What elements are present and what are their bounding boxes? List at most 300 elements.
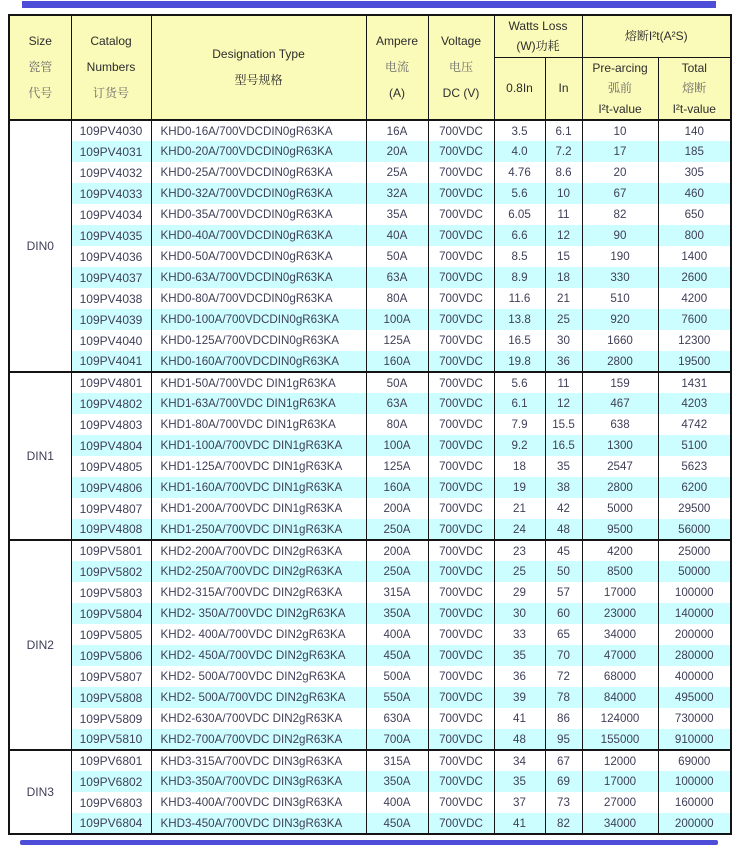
watts-08in-cell: 39 <box>494 687 545 708</box>
catalog-cell: 109PV4808 <box>71 519 151 540</box>
ampere-cell: 160A <box>366 351 428 372</box>
watts-08in-cell: 30 <box>494 603 545 624</box>
watts-in-cell: 7.2 <box>545 141 582 162</box>
watts-08in-cell: 6.05 <box>494 204 545 225</box>
designation-cell: KHD1-125A/700VDC DIN1gR63KA <box>151 456 366 477</box>
watts-in-cell: 11 <box>545 204 582 225</box>
designation-cell: KHD1-200A/700VDC DIN1gR63KA <box>151 498 366 519</box>
table-row <box>9 498 731 519</box>
prearcing-i2t-cell: 27000 <box>582 792 658 813</box>
catalog-cell: 109PV4807 <box>71 498 151 519</box>
catalog-cell: 109PV4041 <box>71 351 151 372</box>
watts-08in-cell: 24 <box>494 519 545 540</box>
prearcing-i2t-cell: 1300 <box>582 435 658 456</box>
watts-in-cell: 8.6 <box>545 162 582 183</box>
watts-08in-cell: 4.0 <box>494 141 545 162</box>
table-row <box>9 435 731 456</box>
voltage-cell: 700VDC <box>428 414 494 435</box>
watts-08in-cell: 19.8 <box>494 351 545 372</box>
table-row <box>9 645 731 666</box>
ampere-cell: 125A <box>366 330 428 351</box>
watts-in-cell: 78 <box>545 687 582 708</box>
watts-08in-cell: 41 <box>494 708 545 729</box>
watts-in-cell: 11 <box>545 372 582 393</box>
designation-cell: KHD0-32A/700VDCDIN0gR63KA <box>151 183 366 204</box>
prearcing-i2t-cell: 9500 <box>582 519 658 540</box>
table-row <box>9 624 731 645</box>
total-i2t-cell: 140000 <box>658 603 731 624</box>
voltage-cell: 700VDC <box>428 267 494 288</box>
voltage-cell: 700VDC <box>428 666 494 687</box>
voltage-cell: 700VDC <box>428 246 494 267</box>
ampere-cell: 63A <box>366 267 428 288</box>
total-i2t-cell: 4742 <box>658 414 731 435</box>
designation-cell: KHD3-350A/700VDC DIN3gR63KA <box>151 771 366 792</box>
total-i2t-cell: 200000 <box>658 813 731 834</box>
prearcing-i2t-cell: 17000 <box>582 582 658 603</box>
voltage-cell: 700VDC <box>428 435 494 456</box>
watts-in-cell: 12 <box>545 393 582 414</box>
prearcing-i2t-cell: 124000 <box>582 708 658 729</box>
prearcing-i2t-cell: 67 <box>582 183 658 204</box>
prearcing-i2t-cell: 159 <box>582 372 658 393</box>
prearcing-i2t-cell: 23000 <box>582 603 658 624</box>
prearcing-i2t-cell: 8500 <box>582 561 658 582</box>
table-row <box>9 225 731 246</box>
watts-08in-cell: 35 <box>494 645 545 666</box>
watts-08in-cell: 9.2 <box>494 435 545 456</box>
total-i2t-cell: 100000 <box>658 582 731 603</box>
ampere-cell: 450A <box>366 813 428 834</box>
designation-cell: KHD0-50A/700VDCDIN0gR63KA <box>151 246 366 267</box>
designation-cell: KHD2-250A/700VDC DIN2gR63KA <box>151 561 366 582</box>
table-row <box>9 771 731 792</box>
voltage-cell: 700VDC <box>428 309 494 330</box>
watts-in-cell: 57 <box>545 582 582 603</box>
watts-08in-cell: 29 <box>494 582 545 603</box>
prearcing-i2t-cell: 330 <box>582 267 658 288</box>
voltage-cell: 700VDC <box>428 498 494 519</box>
catalog-cell: 109PV4038 <box>71 288 151 309</box>
ampere-cell: 400A <box>366 624 428 645</box>
ampere-cell: 125A <box>366 456 428 477</box>
table-row <box>9 813 731 834</box>
watts-in-cell: 73 <box>545 792 582 813</box>
watts-in-cell: 15 <box>545 246 582 267</box>
watts-in-cell: 15.5 <box>545 414 582 435</box>
catalog-cell: 109PV4806 <box>71 477 151 498</box>
catalog-cell: 109PV4032 <box>71 162 151 183</box>
watts-in-cell: 35 <box>545 456 582 477</box>
watts-in-cell: 60 <box>545 603 582 624</box>
prearcing-i2t-cell: 155000 <box>582 729 658 750</box>
voltage-cell: 700VDC <box>428 603 494 624</box>
catalog-cell: 109PV4037 <box>71 267 151 288</box>
catalog-cell: 109PV4805 <box>71 456 151 477</box>
total-i2t-cell: 69000 <box>658 750 731 771</box>
table-row <box>9 603 731 624</box>
watts-08in-cell: 19 <box>494 477 545 498</box>
size-group-cell: DIN0 <box>9 120 71 372</box>
watts-08in-cell: 5.6 <box>494 372 545 393</box>
total-i2t-cell: 50000 <box>658 561 731 582</box>
table-row <box>9 477 731 498</box>
total-i2t-cell: 305 <box>658 162 731 183</box>
table-row <box>9 309 731 330</box>
catalog-cell: 109PV4033 <box>71 183 151 204</box>
prearcing-i2t-cell: 84000 <box>582 687 658 708</box>
total-i2t-cell: 19500 <box>658 351 731 372</box>
total-i2t-cell: 5623 <box>658 456 731 477</box>
top-accent-bar <box>22 1 716 8</box>
designation-cell: KHD3-450A/700VDC DIN3gR63KA <box>151 813 366 834</box>
watts-in-cell: 48 <box>545 519 582 540</box>
col-header-watts-loss: Watts Loss (W)功耗 <box>494 15 582 57</box>
voltage-cell: 700VDC <box>428 519 494 540</box>
designation-cell: KHD1-63A/700VDC DIN1gR63KA <box>151 393 366 414</box>
watts-in-cell: 50 <box>545 561 582 582</box>
total-i2t-cell: 2600 <box>658 267 731 288</box>
voltage-cell: 700VDC <box>428 582 494 603</box>
voltage-cell: 700VDC <box>428 204 494 225</box>
ampere-cell: 700A <box>366 729 428 750</box>
catalog-cell: 109PV4804 <box>71 435 151 456</box>
catalog-cell: 109PV6804 <box>71 813 151 834</box>
prearcing-i2t-cell: 12000 <box>582 750 658 771</box>
prearcing-i2t-cell: 5000 <box>582 498 658 519</box>
prearcing-i2t-cell: 510 <box>582 288 658 309</box>
ampere-cell: 50A <box>366 372 428 393</box>
designation-cell: KHD2- 400A/700VDC DIN2gR63KA <box>151 624 366 645</box>
voltage-cell: 700VDC <box>428 750 494 771</box>
ampere-cell: 100A <box>366 435 428 456</box>
table-row <box>9 204 731 225</box>
voltage-cell: 700VDC <box>428 792 494 813</box>
watts-08in-cell: 18 <box>494 456 545 477</box>
watts-in-cell: 69 <box>545 771 582 792</box>
watts-in-cell: 70 <box>545 645 582 666</box>
table-row <box>9 351 731 372</box>
voltage-cell: 700VDC <box>428 687 494 708</box>
watts-in-cell: 36 <box>545 351 582 372</box>
col-header-size: Size 瓷管 代号 <box>9 15 71 120</box>
total-i2t-cell: 280000 <box>658 645 731 666</box>
header-row-top <box>9 15 731 57</box>
prearcing-i2t-cell: 2800 <box>582 477 658 498</box>
total-i2t-cell: 140 <box>658 120 731 141</box>
prearcing-i2t-cell: 190 <box>582 246 658 267</box>
watts-08in-cell: 36 <box>494 666 545 687</box>
watts-in-cell: 25 <box>545 309 582 330</box>
col-header-ampere: Ampere 电流 (A) <box>366 15 428 120</box>
ampere-cell: 200A <box>366 540 428 561</box>
table-row <box>9 708 731 729</box>
table-row <box>9 414 731 435</box>
ampere-cell: 50A <box>366 246 428 267</box>
ampere-cell: 450A <box>366 645 428 666</box>
watts-08in-cell: 6.6 <box>494 225 545 246</box>
table-row <box>9 267 731 288</box>
prearcing-i2t-cell: 90 <box>582 225 658 246</box>
watts-08in-cell: 37 <box>494 792 545 813</box>
designation-cell: KHD0-160A/700VDCDIN0gR63KA <box>151 351 366 372</box>
ampere-cell: 63A <box>366 393 428 414</box>
designation-cell: KHD2-315A/700VDC DIN2gR63KA <box>151 582 366 603</box>
ampere-cell: 250A <box>366 519 428 540</box>
size-group-cell: DIN1 <box>9 372 71 540</box>
catalog-cell: 109PV4036 <box>71 246 151 267</box>
prearcing-i2t-cell: 34000 <box>582 813 658 834</box>
watts-08in-cell: 8.9 <box>494 267 545 288</box>
table-row <box>9 582 731 603</box>
designation-cell: KHD0-80A/700VDCDIN0gR63KA <box>151 288 366 309</box>
designation-cell: KHD2-700A/700VDC DIN2gR63KA <box>151 729 366 750</box>
designation-cell: KHD2-630A/700VDC DIN2gR63KA <box>151 708 366 729</box>
catalog-cell: 109PV6802 <box>71 771 151 792</box>
table-row <box>9 141 731 162</box>
prearcing-i2t-cell: 82 <box>582 204 658 225</box>
designation-cell: KHD1-80A/700VDC DIN1gR63KA <box>151 414 366 435</box>
designation-cell: KHD1-250A/700VDC DIN1gR63KA <box>151 519 366 540</box>
designation-cell: KHD0-20A/700VDCDIN0gR63KA <box>151 141 366 162</box>
designation-cell: KHD3-315A/700VDC DIN3gR63KA <box>151 750 366 771</box>
table-row <box>9 792 731 813</box>
table-header <box>9 15 731 120</box>
catalog-cell: 109PV5807 <box>71 666 151 687</box>
table-row <box>9 750 731 771</box>
designation-cell: KHD3-400A/700VDC DIN3gR63KA <box>151 792 366 813</box>
table-row <box>9 162 731 183</box>
total-i2t-cell: 400000 <box>658 666 731 687</box>
watts-08in-cell: 13.8 <box>494 309 545 330</box>
total-i2t-cell: 25000 <box>658 540 731 561</box>
voltage-cell: 700VDC <box>428 771 494 792</box>
table-row <box>9 246 731 267</box>
ampere-cell: 400A <box>366 792 428 813</box>
watts-08in-cell: 5.6 <box>494 183 545 204</box>
designation-cell: KHD2- 500A/700VDC DIN2gR63KA <box>151 666 366 687</box>
catalog-cell: 109PV5809 <box>71 708 151 729</box>
table-body <box>9 120 731 834</box>
total-i2t-cell: 6200 <box>658 477 731 498</box>
table-row <box>9 456 731 477</box>
total-i2t-cell: 910000 <box>658 729 731 750</box>
watts-08in-cell: 8.5 <box>494 246 545 267</box>
size-group-cell: DIN2 <box>9 540 71 750</box>
prearcing-i2t-cell: 4200 <box>582 540 658 561</box>
table-row <box>9 372 731 393</box>
designation-cell: KHD2- 350A/700VDC DIN2gR63KA <box>151 603 366 624</box>
watts-in-cell: 30 <box>545 330 582 351</box>
total-i2t-cell: 800 <box>658 225 731 246</box>
voltage-cell: 700VDC <box>428 372 494 393</box>
ampere-cell: 40A <box>366 225 428 246</box>
ampere-cell: 100A <box>366 309 428 330</box>
designation-cell: KHD2-200A/700VDC DIN2gR63KA <box>151 540 366 561</box>
watts-in-cell: 65 <box>545 624 582 645</box>
watts-08in-cell: 23 <box>494 540 545 561</box>
ampere-cell: 25A <box>366 162 428 183</box>
watts-in-cell: 6.1 <box>545 120 582 141</box>
watts-in-cell: 12 <box>545 225 582 246</box>
ampere-cell: 32A <box>366 183 428 204</box>
watts-08in-cell: 6.1 <box>494 393 545 414</box>
watts-08in-cell: 48 <box>494 729 545 750</box>
ampere-cell: 200A <box>366 498 428 519</box>
watts-08in-cell: 34 <box>494 750 545 771</box>
watts-in-cell: 86 <box>545 708 582 729</box>
designation-cell: KHD2- 450A/700VDC DIN2gR63KA <box>151 645 366 666</box>
designation-cell: KHD1-160A/700VDC DIN1gR63KA <box>151 477 366 498</box>
catalog-cell: 109PV4035 <box>71 225 151 246</box>
catalog-cell: 109PV6801 <box>71 750 151 771</box>
total-i2t-cell: 1400 <box>658 246 731 267</box>
prearcing-i2t-cell: 2547 <box>582 456 658 477</box>
table-row <box>9 183 731 204</box>
voltage-cell: 700VDC <box>428 624 494 645</box>
designation-cell: KHD2- 500A/700VDC DIN2gR63KA <box>151 687 366 708</box>
designation-cell: KHD1-50A/700VDC DIN1gR63KA <box>151 372 366 393</box>
designation-cell: KHD0-63A/700VDCDIN0gR63KA <box>151 267 366 288</box>
total-i2t-cell: 460 <box>658 183 731 204</box>
catalog-cell: 109PV5802 <box>71 561 151 582</box>
voltage-cell: 700VDC <box>428 393 494 414</box>
watts-08in-cell: 11.6 <box>494 288 545 309</box>
table-row <box>9 540 731 561</box>
voltage-cell: 700VDC <box>428 540 494 561</box>
watts-08in-cell: 3.5 <box>494 120 545 141</box>
total-i2t-cell: 4203 <box>658 393 731 414</box>
watts-in-cell: 42 <box>545 498 582 519</box>
table-row <box>9 666 731 687</box>
ampere-cell: 16A <box>366 120 428 141</box>
prearcing-i2t-cell: 68000 <box>582 666 658 687</box>
voltage-cell: 700VDC <box>428 477 494 498</box>
voltage-cell: 700VDC <box>428 456 494 477</box>
catalog-cell: 109PV4030 <box>71 120 151 141</box>
catalog-cell: 109PV5803 <box>71 582 151 603</box>
total-i2t-cell: 650 <box>658 204 731 225</box>
col-header-watts-08in: 0.8In <box>494 57 545 120</box>
col-header-voltage: Voltage 电压 DC (V) <box>428 15 494 120</box>
ampere-cell: 80A <box>366 288 428 309</box>
watts-in-cell: 95 <box>545 729 582 750</box>
total-i2t-cell: 200000 <box>658 624 731 645</box>
voltage-cell: 700VDC <box>428 708 494 729</box>
voltage-cell: 700VDC <box>428 141 494 162</box>
total-i2t-cell: 4200 <box>658 288 731 309</box>
voltage-cell: 700VDC <box>428 120 494 141</box>
prearcing-i2t-cell: 2800 <box>582 351 658 372</box>
ampere-cell: 160A <box>366 477 428 498</box>
total-i2t-cell: 29500 <box>658 498 731 519</box>
voltage-cell: 700VDC <box>428 645 494 666</box>
designation-cell: KHD0-16A/700VDCDIN0gR63KA <box>151 120 366 141</box>
watts-in-cell: 45 <box>545 540 582 561</box>
voltage-cell: 700VDC <box>428 162 494 183</box>
table-row <box>9 393 731 414</box>
total-i2t-cell: 495000 <box>658 687 731 708</box>
catalog-cell: 109PV4039 <box>71 309 151 330</box>
designation-cell: KHD0-35A/700VDCDIN0gR63KA <box>151 204 366 225</box>
prearcing-i2t-cell: 34000 <box>582 624 658 645</box>
total-i2t-cell: 12300 <box>658 330 731 351</box>
col-header-designation: Designation Type 型号规格 <box>151 15 366 120</box>
total-i2t-cell: 1431 <box>658 372 731 393</box>
watts-in-cell: 82 <box>545 813 582 834</box>
table-row <box>9 288 731 309</box>
total-i2t-cell: 160000 <box>658 792 731 813</box>
prearcing-i2t-cell: 638 <box>582 414 658 435</box>
col-header-watts-in: In <box>545 57 582 120</box>
watts-08in-cell: 35 <box>494 771 545 792</box>
watts-in-cell: 72 <box>545 666 582 687</box>
prearcing-i2t-cell: 467 <box>582 393 658 414</box>
ampere-cell: 35A <box>366 204 428 225</box>
total-i2t-cell: 100000 <box>658 771 731 792</box>
watts-08in-cell: 4.76 <box>494 162 545 183</box>
table-row <box>9 561 731 582</box>
catalog-cell: 109PV5804 <box>71 603 151 624</box>
catalog-cell: 109PV4803 <box>71 414 151 435</box>
table-row <box>9 120 731 141</box>
voltage-cell: 700VDC <box>428 813 494 834</box>
prearcing-i2t-cell: 20 <box>582 162 658 183</box>
voltage-cell: 700VDC <box>428 330 494 351</box>
watts-in-cell: 38 <box>545 477 582 498</box>
watts-08in-cell: 41 <box>494 813 545 834</box>
voltage-cell: 700VDC <box>428 225 494 246</box>
catalog-cell: 109PV4801 <box>71 372 151 393</box>
catalog-cell: 109PV5805 <box>71 624 151 645</box>
ampere-cell: 630A <box>366 708 428 729</box>
catalog-cell: 109PV4031 <box>71 141 151 162</box>
catalog-cell: 109PV4040 <box>71 330 151 351</box>
prearcing-i2t-cell: 10 <box>582 120 658 141</box>
ampere-cell: 20A <box>366 141 428 162</box>
catalog-cell: 109PV5808 <box>71 687 151 708</box>
ampere-cell: 350A <box>366 771 428 792</box>
catalog-cell: 109PV5806 <box>71 645 151 666</box>
col-header-i2t-group: 熔断I²t(A²S) <box>582 15 731 57</box>
fuse-spec-table <box>8 14 732 835</box>
watts-08in-cell: 7.9 <box>494 414 545 435</box>
col-header-catalog: Catalog Numbers 订货号 <box>71 15 151 120</box>
ampere-cell: 315A <box>366 750 428 771</box>
total-i2t-cell: 5100 <box>658 435 731 456</box>
voltage-cell: 700VDC <box>428 729 494 750</box>
watts-in-cell: 10 <box>545 183 582 204</box>
watts-in-cell: 16.5 <box>545 435 582 456</box>
ampere-cell: 315A <box>366 582 428 603</box>
designation-cell: KHD0-25A/700VDCDIN0gR63KA <box>151 162 366 183</box>
total-i2t-cell: 56000 <box>658 519 731 540</box>
prearcing-i2t-cell: 47000 <box>582 645 658 666</box>
table-row <box>9 729 731 750</box>
catalog-cell: 109PV4802 <box>71 393 151 414</box>
total-i2t-cell: 185 <box>658 141 731 162</box>
designation-cell: KHD0-125A/700VDCDIN0gR63KA <box>151 330 366 351</box>
catalog-cell: 109PV4034 <box>71 204 151 225</box>
watts-in-cell: 21 <box>545 288 582 309</box>
designation-cell: KHD1-100A/700VDC DIN1gR63KA <box>151 435 366 456</box>
ampere-cell: 500A <box>366 666 428 687</box>
bottom-accent-bar <box>20 840 718 845</box>
voltage-cell: 700VDC <box>428 351 494 372</box>
total-i2t-cell: 7600 <box>658 309 731 330</box>
ampere-cell: 350A <box>366 603 428 624</box>
watts-08in-cell: 33 <box>494 624 545 645</box>
